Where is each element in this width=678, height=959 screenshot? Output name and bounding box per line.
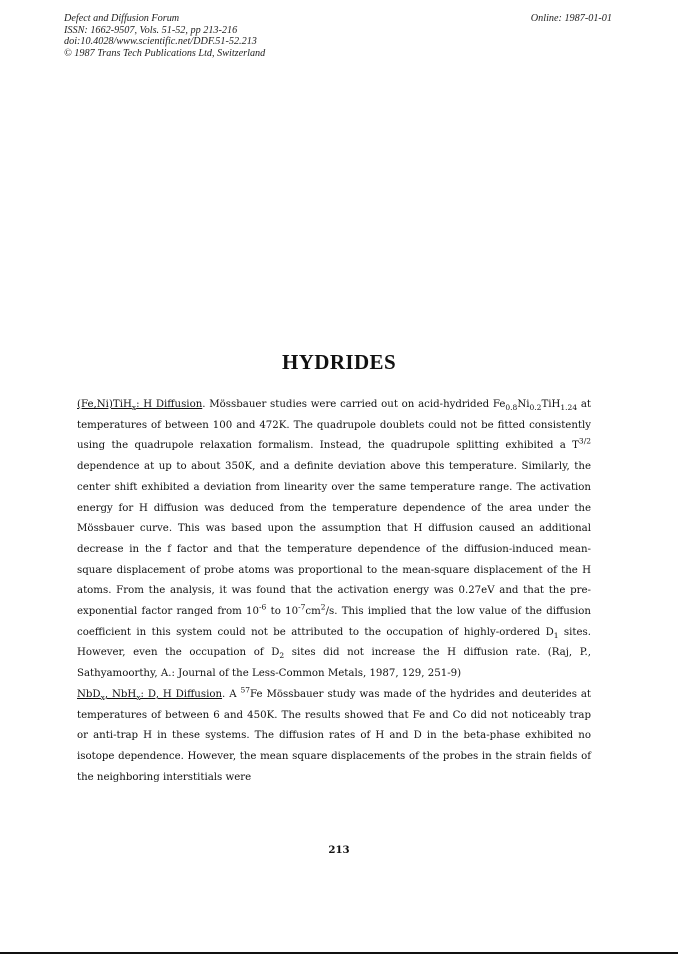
topic-heading: NbD$_x$, NbH$_x$: D, H Diffusion bbox=[77, 688, 223, 702]
topic-heading: (Fe,Ni)TiH$_x$: H Diffusion bbox=[77, 399, 203, 413]
issn-line: ISSN: 1662-9507, Vols. 51-52, pp 213-216 bbox=[64, 24, 238, 36]
paragraph-fe-ni-tih: (Fe,Ni)TiH$_x$: H Diffusion. Mössbauer studies were carried out on acid-hydrided $Fe_{0.8}Ni_{0.2}TiH_{1.24}$ at temperatures of between 100 and 472K. The quadrupole doublets could not be fitted consistently using the quadrupole relaxation formalism. Instead, the quadrupole splitting exhibited a $T^{3/2}$ dependence at up to about 350K, and a definite deviation above this temperature. Similarly, the center shift exhibited a deviation from linearity over the same temperature range. The activation energy for H diffusion was deduced from the temperature dependence of the area under the Mössbauer curve. This was based upon the assumption that H diffusion caused an additional decrease in the f factor and that the temperature dependence of the diffusion-induced mean-square displacement of probe atoms was proportional to the mean-square displacement of the H atoms. From the analysis, it was found that the activation energy was 0.27eV and that the pre-exponential factor ranged from $10^{-6}$ to $10^{-7}cm^2/s$. This implied that the low value of the diffusion coefficient in this system could not be attributed to the occupation of highly-ordered $D_1$ sites. However, even the occupation of $D_2$ sites did not increase the H diffusion rate. (Raj, P., Sathyamoorthy, A.: Journal of the Less-Common Metals, 1987, 129, 251-9) bbox=[77, 399, 592, 680]
copyright-line: © 1987 Trans Tech Publications Ltd, Switzerland bbox=[64, 47, 266, 59]
doi-line[interactable]: doi:10.4028/www.scientific.net/DDF.51-52.213 bbox=[64, 36, 257, 47]
footer-divider bbox=[0, 952, 678, 954]
online-date: Online: 1987-01-01 bbox=[530, 13, 612, 24]
journal-name: Defect and Diffusion Forum bbox=[64, 13, 180, 24]
formula: $Fe_{0.8}Ni_{0.2}TiH_{1.24}$ bbox=[492, 399, 578, 413]
section-title: HYDRIDES bbox=[281, 350, 397, 374]
journal-header bbox=[64, 13, 265, 59]
page-number: 213 bbox=[328, 844, 350, 856]
article-body bbox=[77, 395, 591, 788]
paragraph-nbd-nbh: NbD$_x$, NbH$_x$: D, H Diffusion. A $^{57}$Fe Mössbauer study was made of the hydrides and deuterides at temperatures of between 6 and 450K. The results showed that Fe and Co did not noticeably trap or anti-trap H in these systems. The diffusion rates of H and D in the beta-phase exhibited no isotope dependence. However, the mean square displacements of the probes in the strain fields of the neighboring interstitials were bbox=[77, 685, 591, 783]
